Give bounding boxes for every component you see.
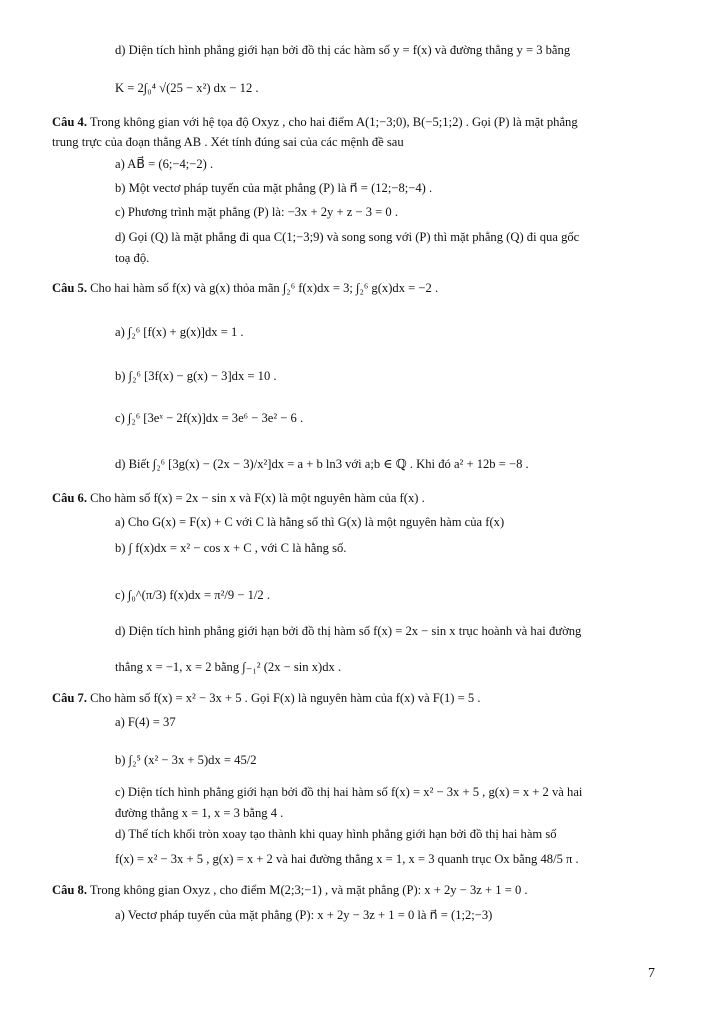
q4-item-d-line1: d) Gọi (Q) là mặt phẳng đi qua C(1;−3;9) và song song với (P) thì mặt phẳng (Q) đi qua gốc [115,230,580,244]
q6-item-d-line1: d) Diện tích hình phẳng giới hạn bởi đồ thị hàm số f(x) = 2x − sin x trục hoành và hai đường [115,624,582,638]
q4-item-a: a) AB⃗ = (6;−4;−2) . [115,157,214,171]
q5-item-a: a) ∫₂⁶ [f(x) + g(x)]dx = 1 . [115,325,244,339]
q3-item-d-line1: d) Diện tích hình phẳng giới hạn bởi đồ thị các hàm số y = f(x) và đường thẳng y = 3 bằng [115,43,571,57]
q7-item-c-line1: c) Diện tích hình phẳng giới hạn bởi đồ thị hai hàm số f(x) = x² − 3x + 5 , g(x) = x + 2 và hai [115,785,583,799]
q7-item-a: a) F(4) = 37 [115,715,176,729]
q5-item-c: c) ∫₂⁶ [3eˣ − 2f(x)]dx = 3e⁶ − 3e² − 6 . [115,411,304,425]
question-6-label: Câu 6. [52,491,87,505]
q3-item-d-line2: K = 2∫₀⁴ √(25 − x²) dx − 12 . [115,81,259,95]
q7-item-c-line2: đường thẳng x = 1, x = 3 bằng 4 . [115,806,284,820]
q7-item-d-line1: d) Thể tích khối tròn xoay tạo thành khi quay hình phẳng giới hạn bởi đồ thị hai hàm số [115,827,557,841]
question-4-line1 [52,114,578,130]
question-8-line1 [52,882,528,898]
question-4-stem-2: trung trực của đoạn thẳng AB . Xét tính đúng sai của các mệnh đề sau [52,135,404,149]
question-4-label: Câu 4. [52,115,87,129]
q6-item-b: b) ∫ f(x)dx = x² − cos x + C , với C là hằng số. [115,541,347,555]
question-7-label: Câu 7. [52,691,87,705]
q6-item-d-line2: thẳng x = −1, x = 2 bằng ∫₋₁² (2x − sin x)dx . [115,660,342,674]
q4-item-c: c) Phương trình mặt phẳng (P) là: −3x + 2y + z − 3 = 0 . [115,205,398,219]
q5-item-d: d) Biết ∫₂⁶ [3g(x) − (2x − 3)/x²]dx = a + b ln3 với a;b ∈ ℚ . Khi đó a² + 12b = −8 . [115,457,529,471]
question-6-line1 [52,490,425,506]
q6-item-c: c) ∫₀^(π/3) f(x)dx = π²/9 − 1/2 . [115,588,270,602]
question-7-stem: Cho hàm số f(x) = x² − 3x + 5 . Gọi F(x) là nguyên hàm của f(x) và F(1) = 5 . [87,691,481,705]
q8-item-a: a) Vectơ pháp tuyến của mặt phẳng (P): x + 2y − 3z + 1 = 0 là n⃗ = (1;2;−3) [115,908,493,922]
question-5-stem: Cho hai hàm số f(x) và g(x) thỏa mãn ∫₂⁶ f(x)dx = 3; ∫₂⁶ g(x)dx = −2 . [87,281,439,295]
q7-item-b: b) ∫₂⁵ (x² − 3x + 5)dx = 45/2 [115,753,257,767]
q6-item-a: a) Cho G(x) = F(x) + C với C là hằng số thì G(x) là một nguyên hàm của f(x) [115,515,505,529]
q5-item-b: b) ∫₂⁶ [3f(x) − g(x) − 3]dx = 10 . [115,369,277,383]
q4-item-d-line2: toạ độ. [115,251,150,265]
q4-item-b: b) Một vectơ pháp tuyến của mặt phẳng (P) là n⃗ = (12;−8;−4) . [115,181,433,195]
q7-item-d-line2: f(x) = x² − 3x + 5 , g(x) = x + 2 và hai đường thẳng x = 1, x = 3 quanh trục Ox bằng 48/5 π . [115,852,579,866]
question-6-stem: Cho hàm số f(x) = 2x − sin x và F(x) là một nguyên hàm của f(x) . [87,491,425,505]
page-number: 7 [648,966,655,981]
question-8-label: Câu 8. [52,883,87,897]
question-5-label: Câu 5. [52,281,87,295]
question-8-stem: Trong không gian Oxyz , cho điểm M(2;3;−1) , và mặt phẳng (P): x + 2y − 3z + 1 = 0 . [87,883,528,897]
question-7-line1 [52,690,481,706]
question-5-line1 [52,280,438,296]
question-4-stem-1: Trong không gian với hệ tọa độ Oxyz , cho hai điểm A(1;−3;0), B(−5;1;2) . Gọi (P) là mặt phẳng [87,115,578,129]
